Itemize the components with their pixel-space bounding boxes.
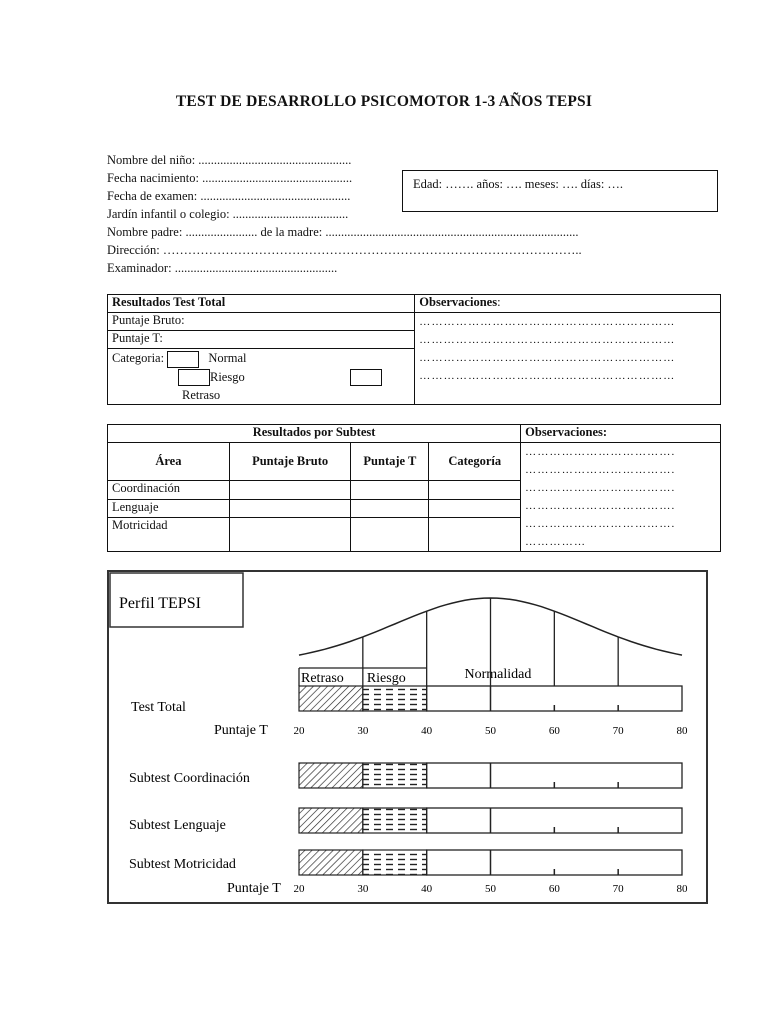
- field-jardin[interactable]: Jardín infantil o colegio: .....................................: [107, 207, 349, 221]
- row-lenguaje: Lenguaje: [108, 499, 230, 518]
- bar-segment-riesgo: [363, 850, 427, 875]
- zone-label-retraso: Retraso: [301, 671, 344, 686]
- tick-label-bottom: 30: [357, 883, 369, 895]
- row-motricidad: Motricidad: [108, 518, 230, 552]
- cell-input[interactable]: [429, 499, 521, 518]
- tick-label-top: 20: [293, 725, 305, 737]
- observaciones-header: Observaciones:: [415, 295, 721, 313]
- bar-segment-retraso: [299, 763, 363, 788]
- age-box[interactable]: Edad: ……. años: …. meses: …. días: ….: [402, 170, 718, 212]
- cell-input[interactable]: [429, 480, 521, 499]
- puntaje-bruto-cell[interactable]: Puntaje Bruto:: [108, 313, 415, 331]
- profile-title: Perfil TEPSI: [119, 595, 201, 612]
- col-puntaje-t: Puntaje T: [351, 443, 429, 481]
- tick-label-bottom: 50: [485, 883, 496, 895]
- axis-label-bottom: Puntaje T: [227, 881, 281, 896]
- row-coordinacion: Coordinación: [108, 480, 230, 499]
- field-fecha-nacimiento[interactable]: Fecha nacimiento: ................................................: [107, 171, 353, 185]
- cell-input[interactable]: [351, 499, 429, 518]
- row-label-lenguaje: Subtest Lenguaje: [129, 818, 226, 833]
- tick-label-top: 70: [612, 725, 624, 737]
- label-normal: Normal: [208, 351, 247, 365]
- tick-label-bottom: 70: [612, 883, 624, 895]
- bar-segment-riesgo: [363, 808, 427, 833]
- field-examinador[interactable]: Examinador: ....................................................: [107, 261, 338, 275]
- cell-input[interactable]: [351, 518, 429, 552]
- col-area: Área: [108, 443, 230, 481]
- bar-segment-retraso: [299, 686, 363, 711]
- cell-input[interactable]: [429, 518, 521, 552]
- subtest-observaciones-area[interactable]: ………………………………. ………………………………. ………………………………. ………………………………. ………………………………. ……………: [521, 443, 721, 552]
- cell-input[interactable]: [229, 499, 351, 518]
- row-label-coordinacion: Subtest Coordinación: [129, 771, 250, 786]
- results-total-table: [107, 294, 721, 405]
- subtest-observaciones-header: Observaciones:: [521, 425, 721, 443]
- results-total-header: Resultados Test Total: [108, 295, 415, 313]
- categoria-cell: Categoria: Normal Riesgo Retraso: [108, 349, 415, 405]
- tick-label-bottom: 60: [548, 883, 560, 895]
- results-subtest-table: [107, 424, 721, 552]
- field-fecha-examen[interactable]: Fecha de examen: ................................................: [107, 189, 351, 203]
- results-subtest-header: Resultados por Subtest: [108, 425, 521, 443]
- tick-label-bottom: 80: [676, 883, 688, 895]
- profile-svg: [109, 572, 706, 902]
- tick-label-top: 30: [357, 725, 369, 737]
- bar-segment-retraso: [299, 850, 363, 875]
- cell-input[interactable]: [229, 480, 351, 499]
- puntaje-t-cell[interactable]: Puntaje T:: [108, 331, 415, 349]
- cell-input[interactable]: [351, 480, 429, 499]
- col-categoria: Categoría: [429, 443, 521, 481]
- cell-input[interactable]: [229, 518, 351, 552]
- checkbox-normal[interactable]: [167, 351, 199, 368]
- zone-label-normal: Normalidad: [464, 667, 532, 682]
- label-riesgo: Riesgo: [210, 369, 245, 384]
- field-nombre-nino[interactable]: Nombre del niño: .................................................: [107, 153, 352, 167]
- bar-segment-retraso: [299, 808, 363, 833]
- observaciones-area[interactable]: ……………………………………………………… ……………………………………………………… ……………………………………………………… ………………………………………………………: [415, 313, 721, 405]
- tick-label-top: 80: [676, 725, 688, 737]
- field-direccion[interactable]: Dirección: ………………………………………………………………………………………..: [107, 243, 582, 257]
- tick-label-bottom: 40: [421, 883, 433, 895]
- row-label-test-total: Test Total: [131, 700, 186, 715]
- col-puntaje-bruto: Puntaje Bruto: [229, 443, 351, 481]
- bar-segment-riesgo: [363, 763, 427, 788]
- checkbox-riesgo[interactable]: [178, 369, 210, 386]
- row-label-motricidad: Subtest Motricidad: [129, 857, 236, 872]
- tick-label-top: 50: [485, 725, 496, 737]
- tick-label-top: 40: [421, 725, 433, 737]
- tick-label-top: 60: [548, 725, 560, 737]
- checkbox-retraso[interactable]: [350, 369, 382, 386]
- bar-segment-riesgo: [363, 686, 427, 711]
- field-nombre-padres[interactable]: Nombre padre: ....................... de la madre: .................................................................................: [107, 225, 579, 239]
- profile-chart: [107, 570, 708, 904]
- tick-label-bottom: 20: [293, 883, 305, 895]
- page-title: TEST DE DESARROLLO PSICOMOTOR 1-3 AÑOS TEPSI: [175, 93, 593, 110]
- zone-label-riesgo: Riesgo: [366, 671, 406, 686]
- label-retraso: Retraso: [182, 388, 221, 403]
- axis-label-top: Puntaje T: [214, 723, 268, 738]
